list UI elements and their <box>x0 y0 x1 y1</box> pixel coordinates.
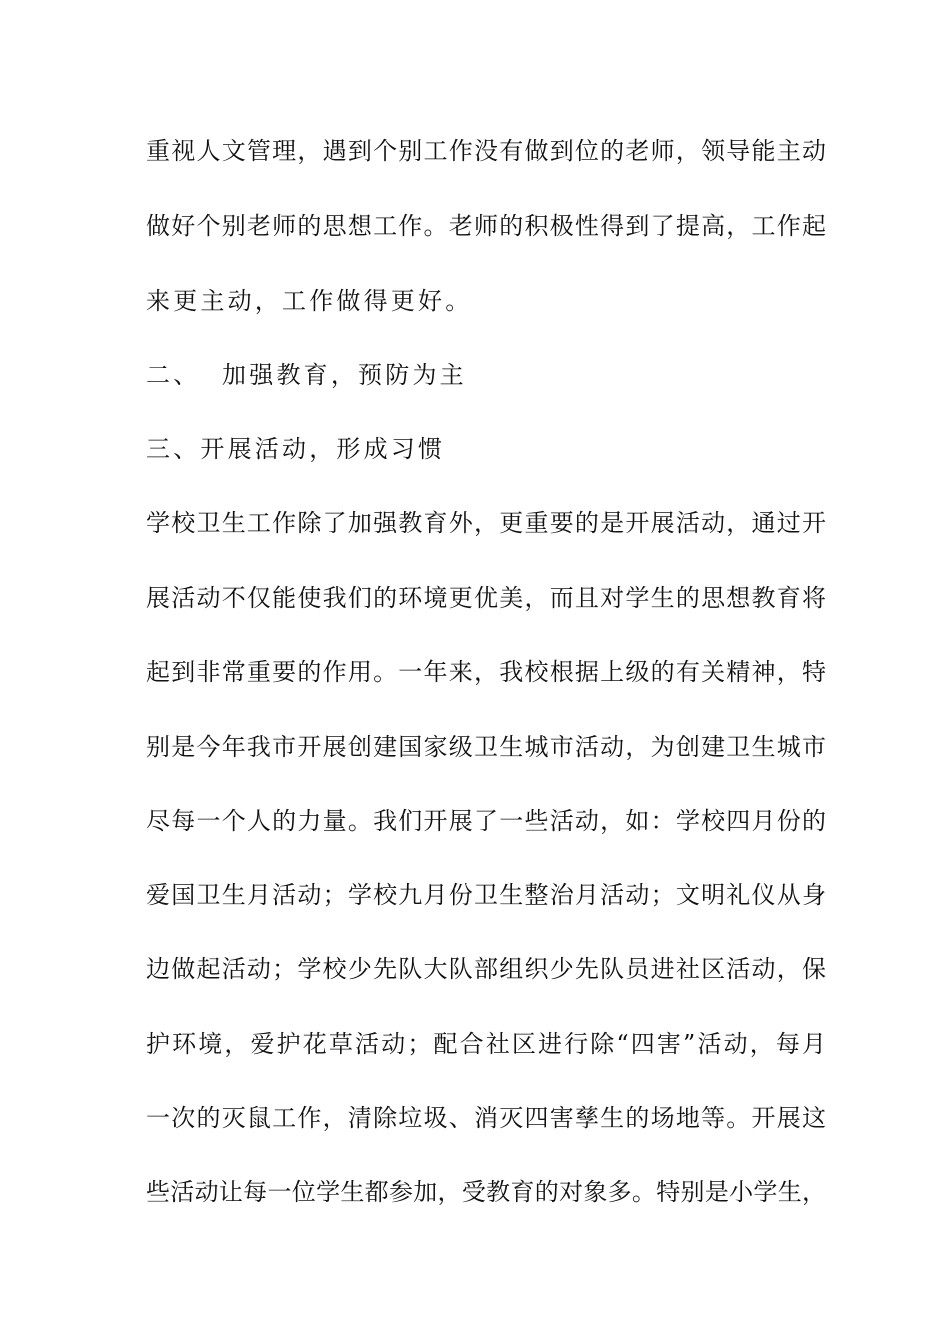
paragraph-line: 些活动让每一位学生都参加，受教育的对象多。特别是小学生， <box>146 1178 826 1206</box>
paragraph-line: 一次的灭鼠工作，清除垃圾、消灭四害孳生的场地等。开展这 <box>146 1104 826 1132</box>
paragraph-line: 做好个别老师的思想工作。老师的积极性得到了提高，工作起 <box>146 212 826 240</box>
paragraph-line: 学校卫生工作除了加强教育外，更重要的是开展活动，通过开 <box>146 509 826 537</box>
section-heading: 二、 加强教育，预防为主 <box>146 361 467 389</box>
paragraph-line: 爱国卫生月活动；学校九月份卫生整治月活动；文明礼仪从身 <box>146 881 826 909</box>
paragraph-line: 重视人文管理，遇到个别工作没有做到位的老师，领导能主动 <box>146 137 826 165</box>
paragraph-line: 别是今年我市开展创建国家级卫生城市活动，为创建卫生城市 <box>146 733 826 761</box>
paragraph-line: 来更主动，工作做得更好。 <box>146 287 473 315</box>
paragraph-line: 展活动不仅能使我们的环境更优美，而且对学生的思想教育将 <box>146 584 826 612</box>
paragraph-line: 护环境，爱护花草活动；配合社区进行除“四害”活动，每月 <box>146 1030 826 1058</box>
paragraph-line: 边做起活动；学校少先队大队部组织少先队员进社区活动，保 <box>146 955 826 983</box>
section-heading: 三、开展活动，形成习惯 <box>146 435 446 463</box>
paragraph-line: 尽每一个人的力量。我们开展了一些活动，如：学校四月份的 <box>146 807 826 835</box>
paragraph-line: 起到非常重要的作用。一年来，我校根据上级的有关精神，特 <box>146 658 826 686</box>
